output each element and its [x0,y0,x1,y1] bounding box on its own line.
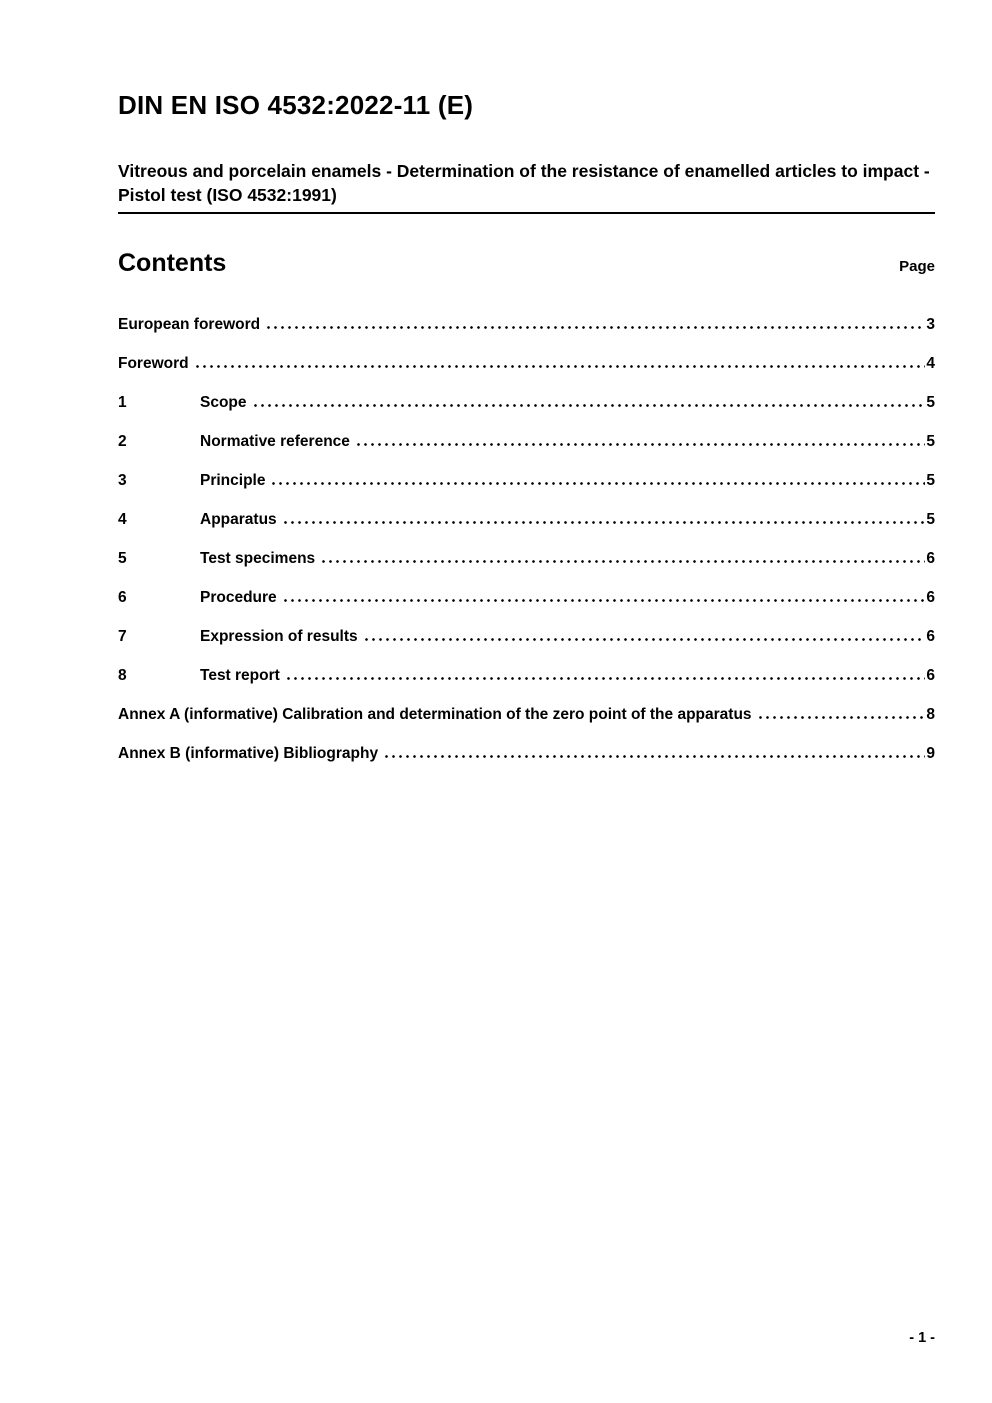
toc-entry-page: 6 [926,589,935,606]
toc-entry-label: Test specimens [200,550,316,567]
toc-entry-number: 2 [118,433,127,450]
toc-entry-label: Apparatus [200,511,277,528]
toc-entry-number: 6 [118,589,127,606]
toc-entry-page: 6 [926,628,935,645]
page-column-label: Page [899,258,935,275]
toc-entry-apparatus[interactable] [118,512,935,528]
toc-entry-label: European foreword [118,316,261,333]
toc-entry-test-specimens[interactable] [118,551,935,567]
toc-entry-page: 9 [926,745,935,762]
toc-dot-leader [363,629,926,641]
contents-header [118,249,935,278]
toc-entry-european-foreword[interactable] [118,317,935,333]
toc-entry-label: Normative reference [200,433,350,450]
toc-entry-number: 4 [118,511,127,528]
toc-dot-leader [282,590,926,602]
toc-entry-page: 3 [926,316,935,333]
toc-dot-leader [282,512,926,524]
toc-dot-leader [757,707,926,719]
toc-entry-number: 8 [118,667,127,684]
toc-dot-leader [270,473,925,485]
footer-page-number: - 1 - [909,1330,935,1346]
toc-entry-page: 5 [926,511,935,528]
toc-entry-page: 6 [926,550,935,567]
toc-entry-number: 1 [118,394,127,411]
toc-entry-page: 5 [926,394,935,411]
toc-entry-number: 5 [118,550,127,567]
toc-entry-label: Annex A (informative) Calibration and determination of the zero point of the apparatus [118,706,752,723]
toc-entry-label: Foreword [118,355,189,372]
toc-dot-leader [383,746,925,758]
toc-entry-page: 5 [926,472,935,489]
toc-entry-expression-of-results[interactable] [118,629,935,645]
toc-dot-leader [355,434,925,446]
toc-entry-label: Annex B (informative) Bibliography [118,745,379,762]
table-of-contents [118,317,935,762]
toc-entry-page: 8 [926,706,935,723]
toc-entry-label: Scope [200,394,247,411]
toc-entry-normative-reference[interactable] [118,434,935,450]
toc-entry-page: 5 [926,433,935,450]
toc-entry-page: 6 [926,667,935,684]
document-title: DIN EN ISO 4532:2022-11 (E) [118,90,474,120]
toc-entry-label: Procedure [200,589,277,606]
toc-dot-leader [285,668,926,680]
toc-entry-annex-a[interactable] [118,707,935,723]
toc-entry-foreword[interactable] [118,356,935,372]
toc-dot-leader [194,356,926,368]
toc-entry-principle[interactable] [118,473,935,489]
toc-entry-test-report[interactable] [118,668,935,684]
document-subtitle: Vitreous and porcelain enamels - Determination of the resistance of enamelled articles to impact - Pistol test (ISO 4532:1991) [118,161,930,205]
toc-entry-procedure[interactable] [118,590,935,606]
toc-entry-number: 7 [118,628,127,645]
toc-dot-leader [252,395,926,407]
toc-entry-scope[interactable] [118,395,935,411]
contents-heading: Contents [118,249,227,277]
toc-dot-leader [320,551,925,563]
toc-entry-page: 4 [926,355,935,372]
toc-dot-leader [265,317,925,329]
title-rule [118,212,935,214]
page-content [118,0,935,785]
toc-entry-annex-b[interactable] [118,746,935,762]
toc-entry-label: Principle [200,472,266,489]
toc-entry-label: Test report [200,667,280,684]
toc-entry-number: 3 [118,472,127,489]
toc-entry-label: Expression of results [200,628,358,645]
